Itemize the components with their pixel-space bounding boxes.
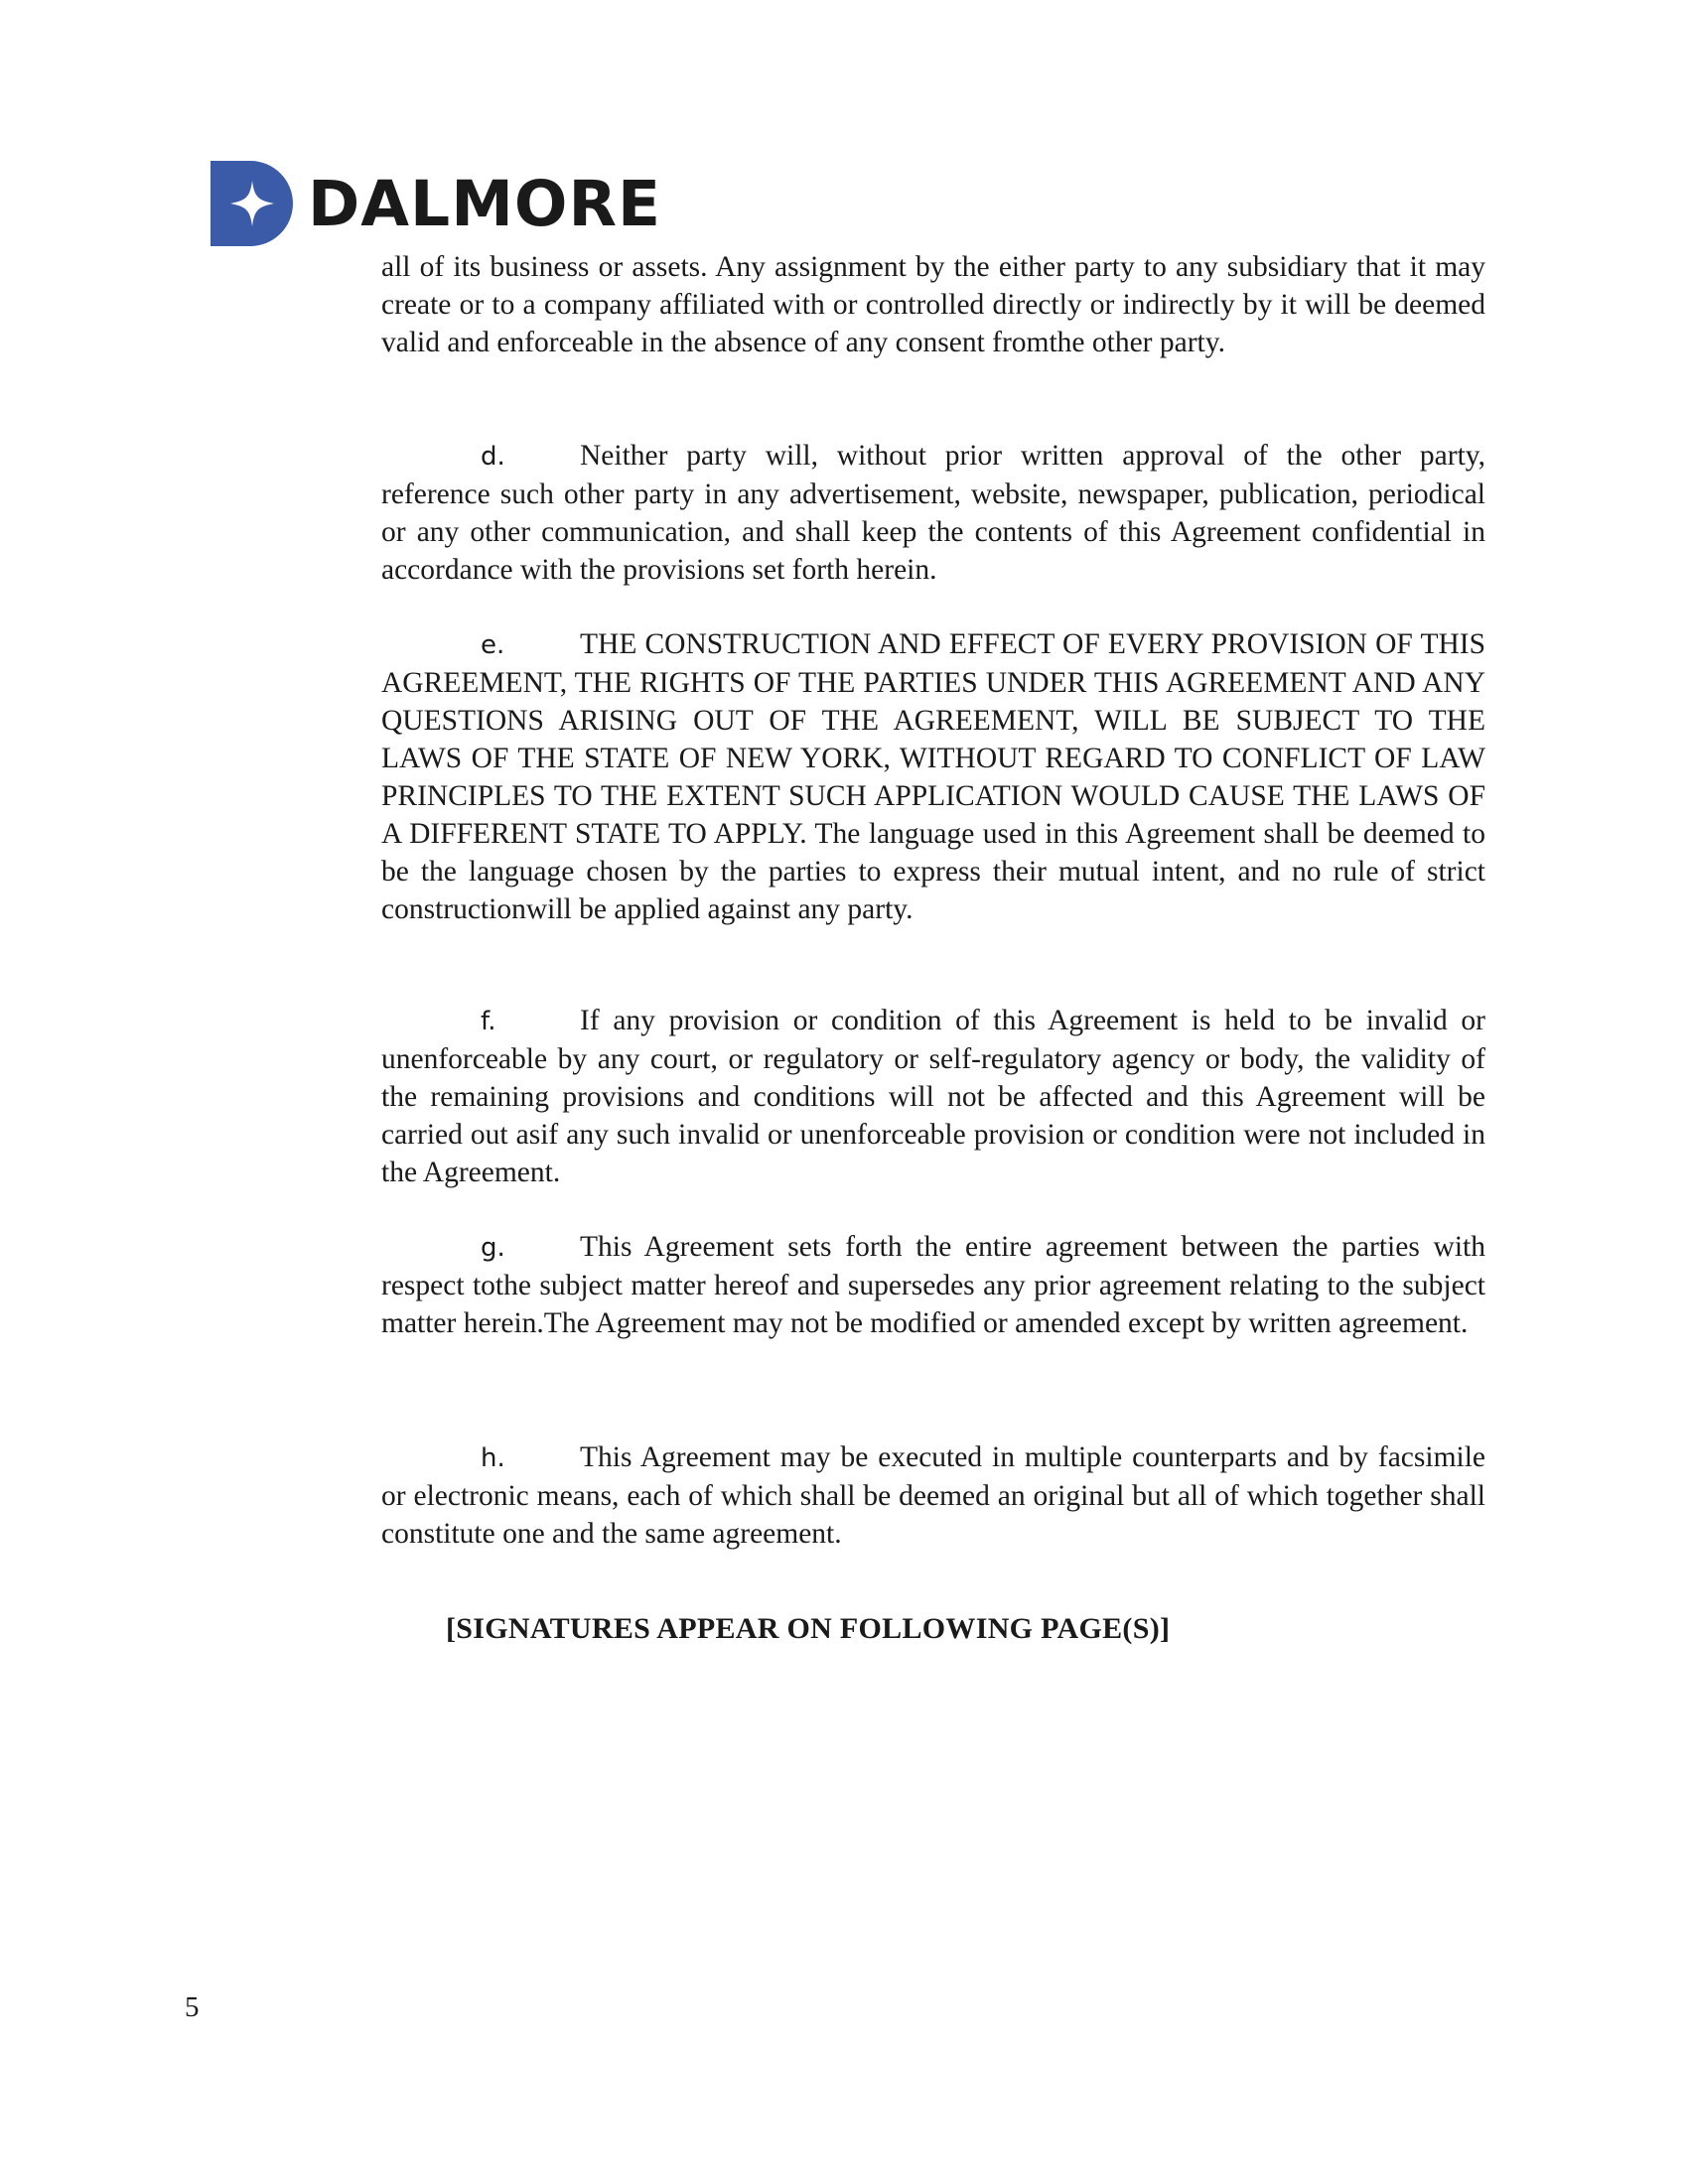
dalmore-logo-icon xyxy=(211,161,296,246)
paragraph-e xyxy=(381,625,1485,928)
signature-note: [SIGNATURES APPEAR ON FOLLOWING PAGE(S)] xyxy=(446,1612,1171,1645)
paragraph-f-letter: f. xyxy=(481,1007,496,1036)
paragraph-continuation xyxy=(381,248,1485,361)
paragraph-f xyxy=(381,1002,1485,1191)
paragraph-d-letter: d. xyxy=(481,442,505,472)
paragraph-d-text: Neither party will, without prior written approval of the other party, reference such other party in any advertisement, website, newspaper, publication, periodical or any other communication, and shall keep the contents of this Agreement confidential in accordance with the provisions set forth herein. xyxy=(381,440,1485,586)
page-number: 5 xyxy=(185,1991,200,2023)
logo-wordmark: DALMORE xyxy=(308,167,661,240)
paragraph-g-text: This Agreement sets forth the entire agreement between the parties with respect tothe subject matter hereof and supersedes any prior agreement relating to the subject matter herein.The Agreement may not be modified or amended except by written agreement. xyxy=(381,1231,1485,1339)
paragraph-h-letter: h. xyxy=(481,1443,505,1473)
paragraph-f-text: If any provision or condition of this Agreement is held to be invalid or unenforceable by any court, or regulatory or self-regulatory agency or body, the validity of the remaining provisions and conditions will not be affected and this Agreement will be carried out asif any such invalid or unenforceable provision or condition were not included in the Agreement. xyxy=(381,1005,1485,1188)
paragraph-h-text: This Agreement may be executed in multiple counterparts and by facsimile or electronic means, each of which shall be deemed an original but all of which together shall constitute one and the same agreement. xyxy=(381,1441,1485,1550)
paragraph-continuation-text: all of its business or assets. Any assignment by the either party to any subsidiary that it may create or to a company affiliated with or controlled directly or indirectly by it will be deemed valid and enforceable in the absence of any consent fromthe other party. xyxy=(381,251,1485,358)
company-logo xyxy=(211,161,661,246)
paragraph-d xyxy=(381,437,1485,589)
paragraph-h xyxy=(381,1438,1485,1553)
paragraph-g xyxy=(381,1228,1485,1342)
paragraph-e-letter: e. xyxy=(481,630,505,660)
paragraph-e-text: THE CONSTRUCTION AND EFFECT OF EVERY PROVISION OF THIS AGREEMENT, THE RIGHTS OF THE PARTIES UNDER THIS AGREEMENT AND ANY QUESTIONS ARISING OUT OF THE AGREEMENT, WILL BE SUBJECT TO THE LAWS OF THE STATE OF NEW YORK, WITHOUT REGARD TO CONFLICT OF LAW PRINCIPLES TO THE EXTENT SUCH APPLICATION WOULD CAUSE THE LAWS OF A DIFFERENT STATE TO APPLY. The language used in this Agreement shall be deemed to be the language chosen by the parties to express their mutual intent, and no rule of strict constructionwill be applied against any party. xyxy=(381,628,1485,925)
paragraph-g-letter: g. xyxy=(481,1233,505,1263)
